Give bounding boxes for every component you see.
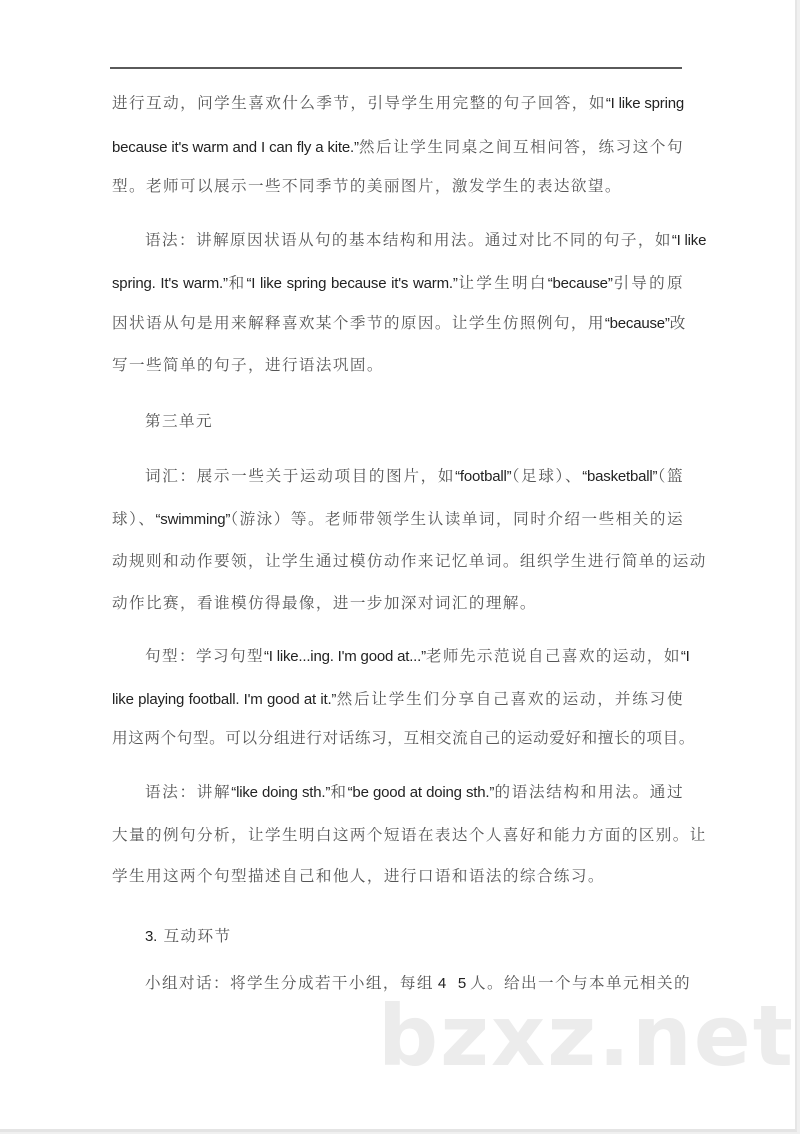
- text-span: 和: [227, 274, 247, 292]
- section-number: 3.: [145, 928, 158, 945]
- english-span: spring. It's warm.”: [112, 275, 228, 292]
- section-heading: [145, 926, 684, 947]
- english-span: because it's warm and I can fly a kite.”: [112, 139, 359, 156]
- text-span: 语法：讲解原因状语从句的基本结构和用法。通过对比不同的句子，如: [145, 231, 672, 249]
- text-span: 引导的原: [612, 274, 684, 292]
- text-span: 球）、: [112, 510, 156, 528]
- text-span: 句型：学习句型: [145, 647, 264, 665]
- text-line: [112, 866, 684, 886]
- english-span: “because”: [547, 275, 613, 292]
- text-line: [112, 689, 684, 710]
- text-span: 写一些简单的句子，进行语法巩固。: [112, 356, 384, 374]
- text-line: [112, 509, 684, 530]
- text-span: 小组对话：将学生分成若干小组，每组: [145, 974, 434, 992]
- english-span: “football”: [455, 468, 512, 485]
- header-rule: [110, 67, 682, 69]
- text-span: 的语法结构和用法。通过: [494, 783, 684, 801]
- text-span: 和: [330, 783, 348, 801]
- text-line: [112, 93, 684, 114]
- watermark: bzxz.net: [378, 987, 795, 1085]
- english-span: 4: [433, 975, 450, 992]
- text-span: 老师先示范说自己喜欢的运动，如: [425, 647, 681, 665]
- english-span: “swimming”: [155, 511, 231, 528]
- english-span: “be good at doing sth.”: [347, 784, 495, 801]
- text-line: [112, 273, 684, 294]
- english-span: 5: [449, 975, 471, 992]
- english-span: “I like spring: [605, 95, 684, 112]
- text-line: [112, 825, 707, 845]
- english-span: “I like spring because it's warm.”: [246, 275, 458, 292]
- text-line: [112, 313, 687, 334]
- text-span: 动作比赛，看谁模仿得最像，进一步加深对词汇的理解。: [112, 594, 537, 612]
- text-line: [112, 728, 695, 748]
- text-span: 语法：讲解: [145, 783, 232, 801]
- text-span: 型。老师可以展示一些不同季节的美丽图片，激发学生的表达欲望。: [112, 177, 622, 195]
- heading-text: 互动环节: [157, 927, 232, 945]
- text-span: 大量的例句分析，让学生明白这两个短语在表达个人喜好和能力方面的区别。让: [112, 826, 707, 844]
- text-line: [112, 137, 684, 158]
- english-span: “like doing sth.”: [231, 784, 331, 801]
- text-span: （篮: [657, 467, 684, 485]
- text-span: 学生用这两个句型描述自己和他人，进行口语和语法的综合练习。: [112, 867, 605, 885]
- text-span: 改: [669, 314, 687, 332]
- text-span: （足球）、: [511, 467, 583, 485]
- text-line: [145, 230, 707, 251]
- text-line: [112, 355, 684, 375]
- text-span: 因状语从句是用来解释喜欢某个季节的原因。让学生仿照例句，用: [112, 314, 605, 332]
- text-span: （游泳）等。老师带领学生认读单词，同时介绍一些相关的运: [230, 510, 684, 528]
- english-span: “I: [680, 648, 690, 665]
- text-line: [145, 646, 690, 667]
- english-span: “I like...ing. I'm good at...”: [263, 648, 426, 665]
- text-span: 人。给出一个与本单元相关的: [470, 974, 691, 992]
- text-line: [112, 551, 707, 571]
- text-span: 用这两个句型。可以分组进行对话练习，互相交流自己的运动爱好和擅长的项目。: [112, 729, 695, 747]
- english-span: “because”: [604, 315, 670, 332]
- english-span: like playing football. I'm good at it.”: [112, 691, 337, 708]
- text-line: [112, 176, 684, 196]
- text-span: 词汇：展示一些关于运动项目的图片，如: [145, 467, 456, 485]
- text-span: 然后让学生同桌之间互相问答，练习这个句: [358, 138, 684, 156]
- text-span: 让学生明白: [457, 274, 548, 292]
- english-span: “I like: [671, 232, 707, 249]
- section-heading: [145, 411, 684, 431]
- text-span: 进行互动，问学生喜欢什么季节，引导学生用完整的句子回答，如: [112, 94, 606, 112]
- english-span: “basketball”: [582, 468, 658, 485]
- text-line: [145, 466, 684, 487]
- text-line: [112, 593, 684, 613]
- text-span: 然后让学生们分享自己喜欢的运动，并练习使: [336, 690, 684, 708]
- text-line: [145, 782, 684, 803]
- text-span: 动规则和动作要领，让学生通过模仿动作来记忆单词。组织学生进行简单的运动: [112, 552, 707, 570]
- heading-text: 第三单元: [145, 412, 213, 430]
